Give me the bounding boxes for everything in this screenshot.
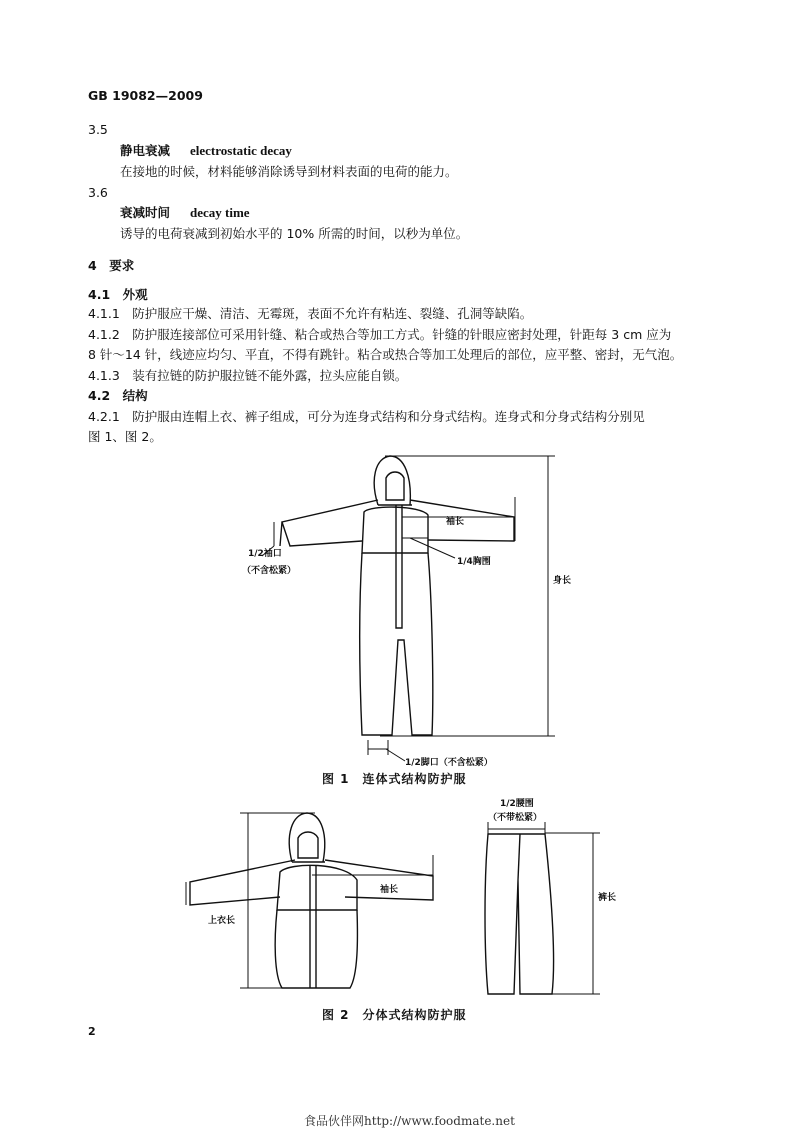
- section-number: 3.6: [88, 185, 108, 200]
- paragraph: 4.1.2 防护服连接部位可采用针缝、粘合或热合等加工方式。针缝的针眼应密封处理，针距每 3 cm 应为: [88, 327, 672, 342]
- section-heading: 4.1 外观: [88, 287, 148, 302]
- definition: 在接地的时候，材料能够消除诱导到材料表面的电荷的能力。: [120, 164, 458, 179]
- paragraph: 4.1.3 装有拉链的防护服拉链不能外露，拉头应能自锁。: [88, 368, 408, 383]
- section-heading: 4 要求: [88, 258, 135, 273]
- figure1-coverall-drawing: [262, 456, 555, 761]
- figure2-pants-drawing: [485, 822, 600, 994]
- definition: 诱导的电荷衰减到初始水平的 10% 所需的时间，以秒为单位。: [120, 226, 469, 241]
- paragraph: 图 1、图 2。: [88, 429, 162, 444]
- label-chest: 1/4胸围: [457, 557, 491, 567]
- label-cuff: 1/2袖口: [248, 549, 282, 559]
- label-body-length: 身长: [553, 576, 572, 586]
- label-waist: 1/2腰围: [500, 799, 534, 809]
- figure1-caption: 图 1 连体式结构防护服: [322, 772, 467, 786]
- label-jacket-length: 上衣长: [208, 916, 236, 926]
- label-waist-note: （不带松紧）: [488, 813, 543, 823]
- term-cn: 静电衰减: [120, 143, 171, 158]
- label-cuff-note: （不含松紧）: [242, 566, 297, 576]
- label-sleeve: 袖长: [446, 517, 465, 527]
- label-pants-length: 裤长: [598, 893, 617, 903]
- figure2-jacket-drawing: [186, 813, 433, 988]
- term-en: decay time: [190, 205, 250, 220]
- page-number: 2: [88, 1025, 96, 1038]
- standard-id: GB 19082—2009: [88, 88, 203, 103]
- term-cn: 衰减时间: [120, 205, 171, 220]
- paragraph: 4.2.1 防护服由连帽上衣、裤子组成，可分为连身式结构和分身式结构。连身式和分身式结构分别见: [88, 409, 645, 424]
- paragraph: 8 针～14 针，线迹应均匀、平直，不得有跳针。粘合或热合等加工处理后的部位，应平整、密封，无气泡。: [88, 347, 683, 362]
- section-heading: 4.2 结构: [88, 388, 148, 403]
- footer-watermark: 食品伙伴网http://www.foodmate.net: [304, 1114, 515, 1128]
- label-ankle: 1/2脚口（不含松紧）: [405, 758, 493, 768]
- paragraph: 4.1.1 防护服应干燥、清洁、无霉斑，表面不允许有粘连、裂缝、孔洞等缺陷。: [88, 306, 533, 321]
- term-en: electrostatic decay: [190, 143, 292, 158]
- label-sleeve: 袖长: [380, 885, 399, 895]
- figure2-caption: 图 2 分体式结构防护服: [322, 1008, 467, 1022]
- section-number: 3.5: [88, 122, 108, 137]
